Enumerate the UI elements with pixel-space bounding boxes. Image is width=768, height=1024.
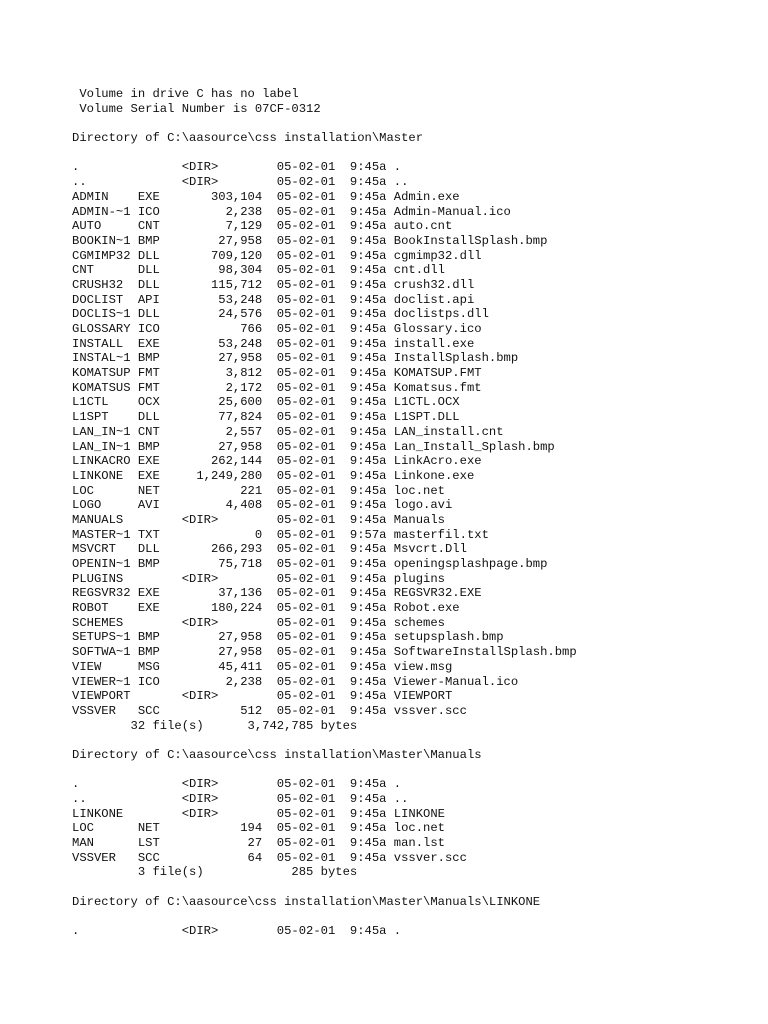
listing-line: Directory of C:\aasource\css installation\Master\Manuals	[72, 747, 482, 762]
listing-line	[72, 910, 577, 925]
listing-line: VIEWPORT <DIR> 05-02-01 9:45a VIEWPORT	[72, 689, 453, 704]
listing-line: LINKONE EXE 1,249,280 05-02-01 9:45a Linkone.exe	[72, 468, 475, 483]
listing-line	[72, 763, 577, 778]
listing-line: CNT DLL 98,304 05-02-01 9:45a cnt.dll	[72, 263, 445, 278]
listing-line: LOC NET 221 05-02-01 9:45a loc.net	[72, 483, 445, 498]
listing-line: AUTO CNT 7,129 05-02-01 9:45a auto.cnt	[72, 219, 453, 234]
listing-line	[72, 733, 577, 748]
listing-line: . <DIR> 05-02-01 9:45a .	[72, 777, 402, 792]
listing-line: LINKONE <DIR> 05-02-01 9:45a LINKONE	[72, 806, 445, 821]
listing-line: CGMIMP32 DLL 709,120 05-02-01 9:45a cgmimp32.dll	[72, 248, 482, 263]
listing-line: . <DIR> 05-02-01 9:45a .	[72, 160, 402, 175]
listing-line: LAN_IN~1 BMP 27,958 05-02-01 9:45a Lan_Install_Splash.bmp	[72, 439, 555, 454]
listing-line: MAN LST 27 05-02-01 9:45a man.lst	[72, 836, 445, 851]
listing-line: 3 file(s) 285 bytes	[72, 865, 358, 880]
listing-line: SOFTWA~1 BMP 27,958 05-02-01 9:45a SoftwareInstallSplash.bmp	[72, 645, 577, 660]
listing-line: . <DIR> 05-02-01 9:45a .	[72, 924, 402, 939]
listing-line: DOCLIS~1 DLL 24,576 05-02-01 9:45a doclistps.dll	[72, 307, 489, 322]
listing-line: LOGO AVI 4,408 05-02-01 9:45a logo.avi	[72, 498, 453, 513]
listing-line: Volume in drive C has no label	[72, 87, 299, 101]
listing-line: .. <DIR> 05-02-01 9:45a ..	[72, 792, 409, 806]
listing-line	[72, 116, 577, 131]
listing-line: Volume Serial Number is 07CF-0312	[72, 101, 321, 116]
listing-line: SETUPS~1 BMP 27,958 05-02-01 9:45a setupsplash.bmp	[72, 630, 504, 645]
listing-line	[72, 146, 577, 161]
listing-line: VSSVER SCC 512 05-02-01 9:45a vssver.scc	[72, 703, 467, 718]
listing-line: LAN_IN~1 CNT 2,557 05-02-01 9:45a LAN_install.cnt	[72, 424, 504, 439]
listing-line: KOMATSUP FMT 3,812 05-02-01 9:45a KOMATSUP.FMT	[72, 366, 482, 381]
listing-line: INSTAL~1 BMP 27,958 05-02-01 9:45a InstallSplash.bmp	[72, 351, 519, 366]
directory-listing	[72, 87, 577, 939]
listing-line: Directory of C:\aasource\css installation\Master\Manuals\LINKONE	[72, 894, 541, 909]
listing-line: SCHEMES <DIR> 05-02-01 9:45a schemes	[72, 615, 445, 630]
listing-line: LOC NET 194 05-02-01 9:45a loc.net	[72, 821, 445, 836]
listing-line: OPENIN~1 BMP 75,718 05-02-01 9:45a openingsplashpage.bmp	[72, 557, 548, 571]
listing-line: PLUGINS <DIR> 05-02-01 9:45a plugins	[72, 571, 445, 586]
listing-line: 32 file(s) 3,742,785 bytes	[72, 718, 358, 733]
listing-line: Directory of C:\aasource\css installation\Master	[72, 131, 424, 146]
listing-line: CRUSH32 DLL 115,712 05-02-01 9:45a crush32.dll	[72, 277, 475, 292]
listing-line: MANUALS <DIR> 05-02-01 9:45a Manuals	[72, 512, 445, 527]
listing-line: REGSVR32 EXE 37,136 05-02-01 9:45a REGSVR32.EXE	[72, 586, 482, 601]
listing-line: MASTER~1 TXT 0 05-02-01 9:57a masterfil.txt	[72, 527, 489, 542]
listing-line: DOCLIST API 53,248 05-02-01 9:45a doclist.api	[72, 292, 475, 307]
listing-line: VIEWER~1 ICO 2,238 05-02-01 9:45a Viewer-Manual.ico	[72, 674, 519, 689]
listing-line: ADMIN-~1 ICO 2,238 05-02-01 9:45a Admin-Manual.ico	[72, 204, 511, 219]
listing-line: INSTALL EXE 53,248 05-02-01 9:45a install.exe	[72, 336, 475, 351]
listing-line: BOOKIN~1 BMP 27,958 05-02-01 9:45a BookInstallSplash.bmp	[72, 233, 548, 248]
listing-line: ROBOT EXE 180,224 05-02-01 9:45a Robot.exe	[72, 601, 460, 616]
listing-line: L1SPT DLL 77,824 05-02-01 9:45a L1SPT.DLL	[72, 410, 460, 425]
listing-line: L1CTL OCX 25,600 05-02-01 9:45a L1CTL.OCX	[72, 395, 460, 410]
listing-line: VIEW MSG 45,411 05-02-01 9:45a view.msg	[72, 659, 453, 674]
listing-line: KOMATSUS FMT 2,172 05-02-01 9:45a Komatsus.fmt	[72, 380, 482, 395]
listing-line: ADMIN EXE 303,104 05-02-01 9:45a Admin.exe	[72, 189, 460, 204]
listing-line: VSSVER SCC 64 05-02-01 9:45a vssver.scc	[72, 850, 467, 865]
listing-line: LINKACRO EXE 262,144 05-02-01 9:45a LinkAcro.exe	[72, 454, 482, 469]
listing-line	[72, 880, 577, 895]
listing-line: MSVCRT DLL 266,293 05-02-01 9:45a Msvcrt.Dll	[72, 542, 467, 557]
listing-line: .. <DIR> 05-02-01 9:45a ..	[72, 175, 409, 190]
listing-line: GLOSSARY ICO 766 05-02-01 9:45a Glossary.ico	[72, 322, 482, 336]
